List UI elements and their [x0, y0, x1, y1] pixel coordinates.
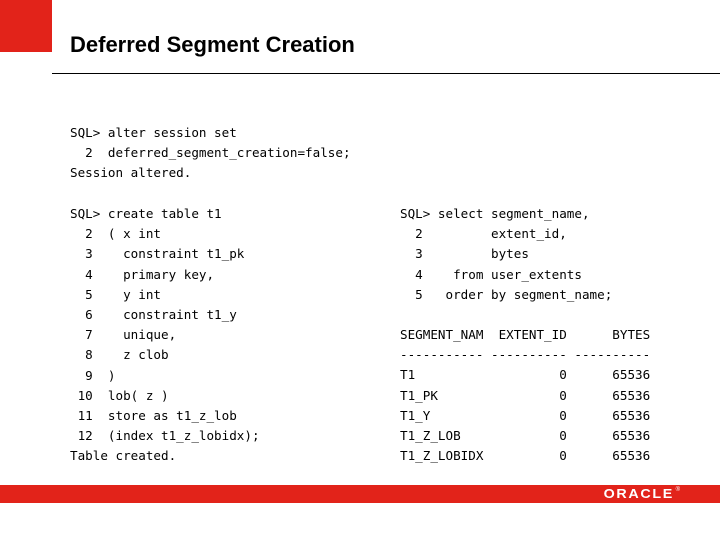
slide-title: Deferred Segment Creation — [70, 32, 355, 57]
title-divider — [52, 73, 720, 74]
corner-accent-block — [0, 0, 52, 52]
registered-mark: ® — [675, 487, 680, 493]
footer-bar — [0, 485, 720, 503]
sql-alter-session-code: SQL> alter session set 2 deferred_segment_creation=false; Session altered. — [70, 125, 351, 181]
sql-select-extents-code: SQL> select segment_name, 2 extent_id, 3 bytes 4 from user_extents 5 order by segment_name; — [400, 206, 613, 302]
sql-query-result-output: SEGMENT_NAM EXTENT_ID BYTES ----------- ---------- ---------- T1 0 65536 T1_PK 0 65536 T1_Y 0 65536 T1_Z_LOB 0 65536 T1_Z_LOBIDX 0 65536 — [400, 327, 651, 464]
oracle-logo: ORACLE — [603, 486, 674, 501]
sql-create-table-code: SQL> create table t1 2 ( x int 3 constraint t1_pk 4 primary key, 5 y int 6 constraint t1_y 7 unique, 8 z clob 9 ) 10 lob( z ) 11 store as t1_z_lob 12 (index t1_z_lobidx); Table created. — [70, 206, 260, 464]
